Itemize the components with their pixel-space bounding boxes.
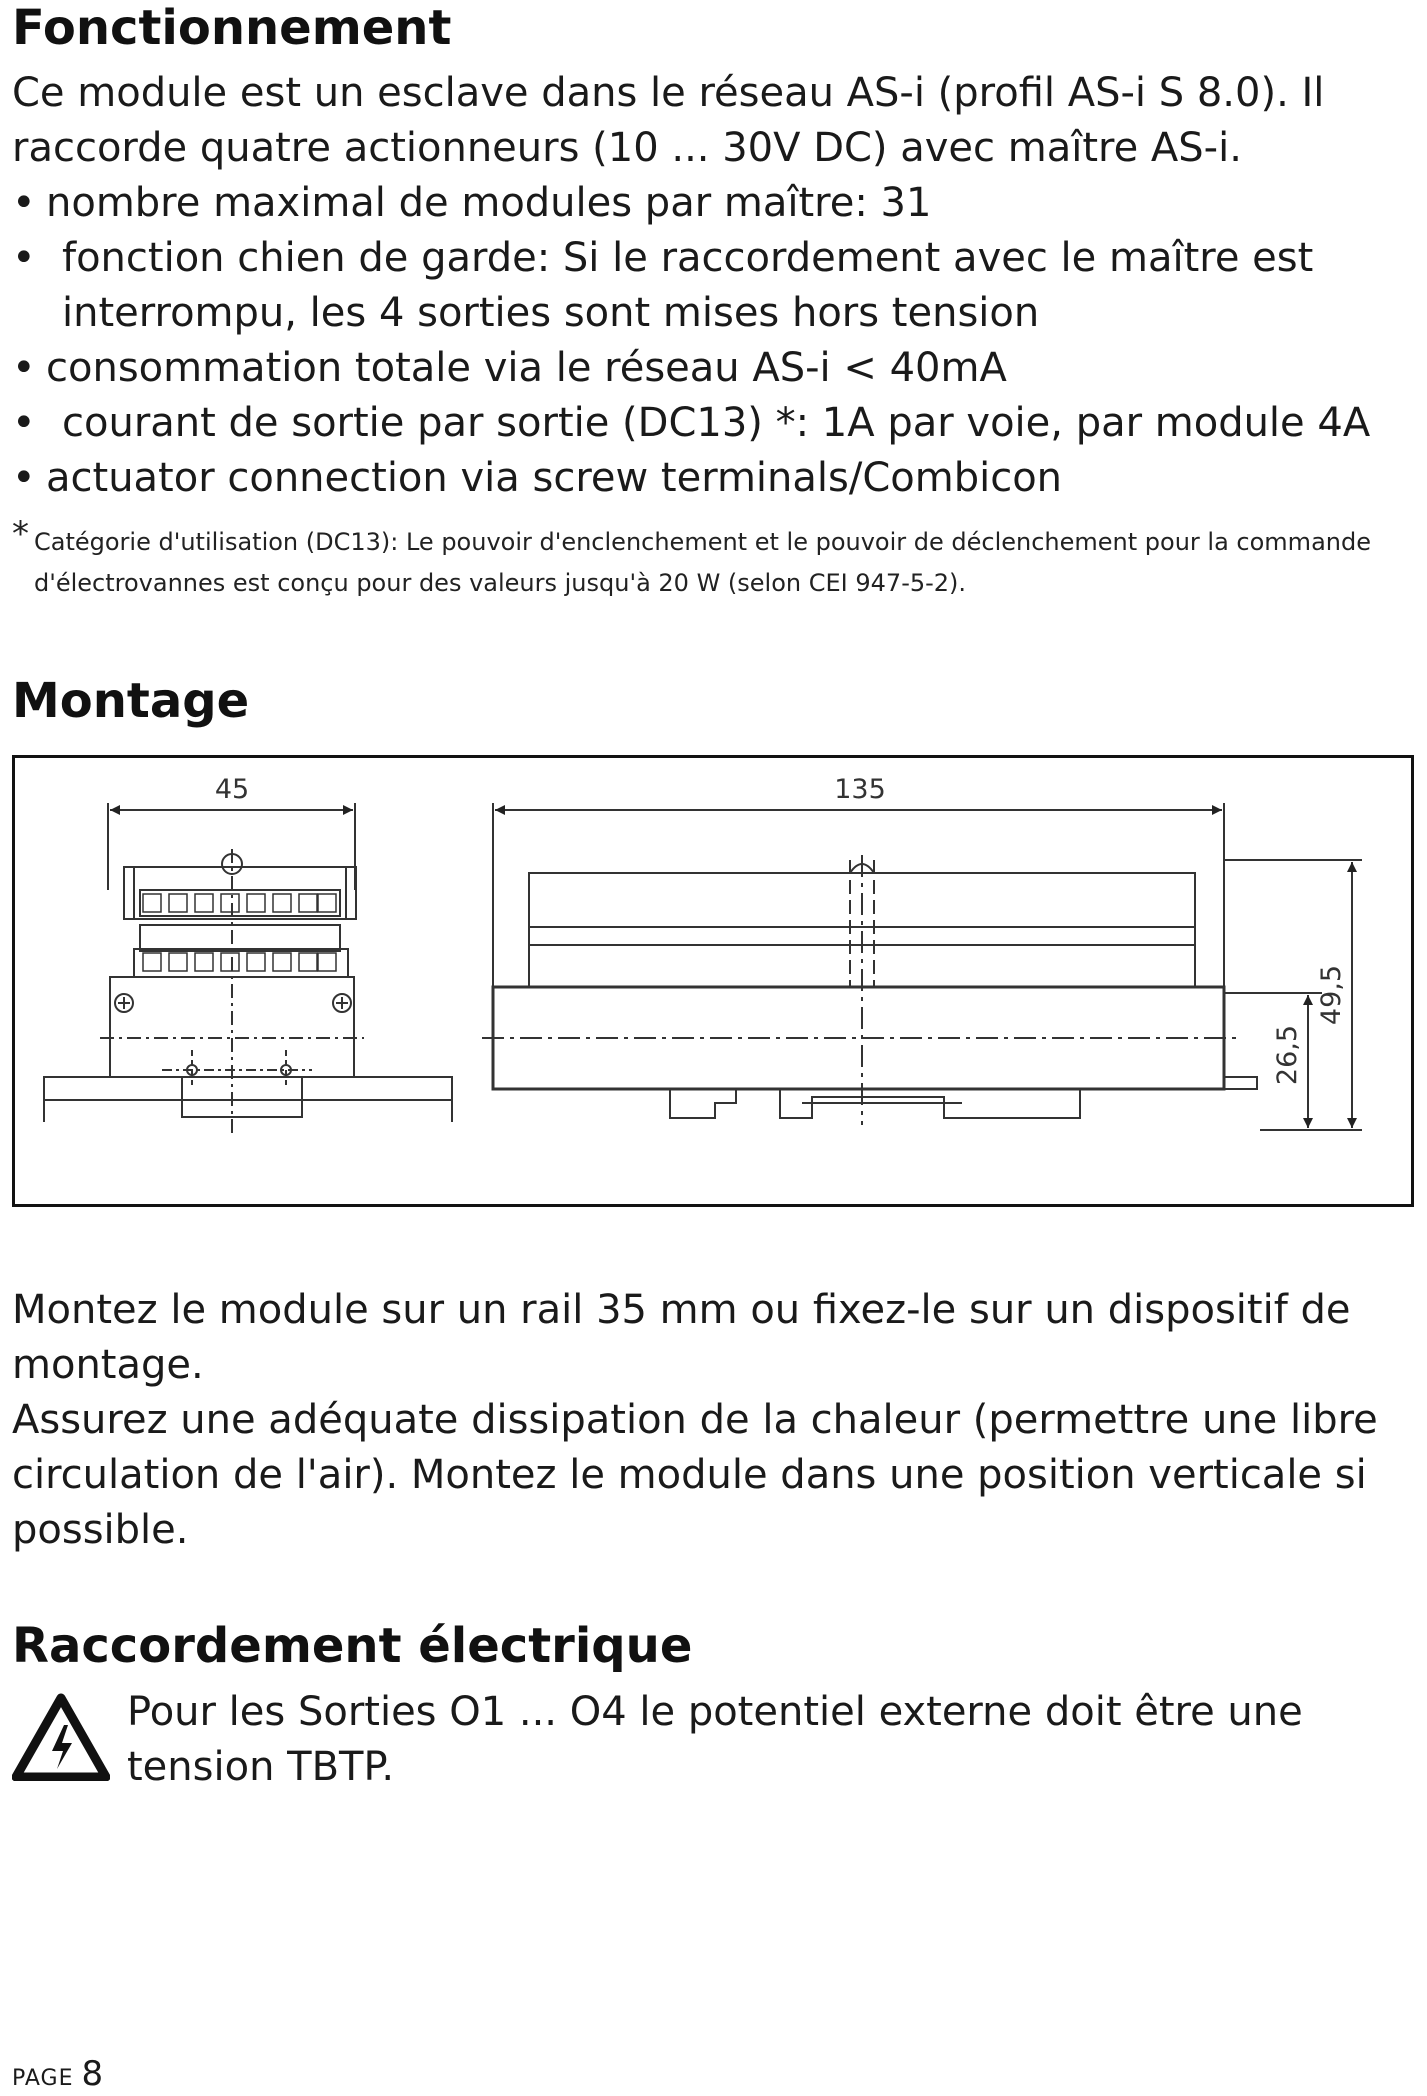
footnote-text: Catégorie d'utilisation (DC13): Le pouvoir d'enclenchement et le pouvoir de déclenchement pour la commande d'électrovannes est conçu pour des valeurs jusqu'à 20 W (selon CEI 947-5-2). — [34, 528, 1371, 597]
footnote — [12, 514, 1414, 604]
section-title-montage: Montage — [12, 673, 250, 729]
list-item: • nombre maximal de modules par maître: 31 — [12, 176, 1414, 231]
list-item: • courant de sortie par sortie (DC13) *: 1A par voie, par module 4A — [12, 396, 1414, 451]
dimension-label-total-height: 49,5 — [1316, 964, 1347, 1026]
diagram-frame — [14, 757, 1413, 1206]
list-item: • fonction chien de garde: Si le raccordement avec le maître est interrompu, les 4 sorties sont mises hors tension — [12, 231, 1414, 341]
list-item: • actuator connection via screw terminals/Combicon — [12, 451, 1414, 506]
front-view — [44, 803, 452, 1135]
section-title-fonctionnement: Fonctionnement — [12, 0, 452, 56]
feature-list — [12, 176, 1414, 506]
page-number: 8 — [81, 2054, 104, 2094]
dimension-drawing — [12, 755, 1414, 1207]
section-body-fonctionnement — [12, 66, 1414, 604]
heat-dissipation-paragraph: Assurez une adéquate dissipation de la chaleur (permettre une libre circulation de l'air). Montez le module dans une position verticale si possible. — [12, 1397, 1378, 1553]
dimension-label-rail-height: 26,5 — [1272, 1024, 1303, 1086]
page-footer — [12, 2054, 103, 2094]
footnote-marker: * — [12, 514, 29, 554]
mounting-paragraph: Montez le module sur un rail 35 mm ou fixez-le sur un dispositif de montage. — [12, 1287, 1351, 1388]
high-voltage-warning-icon — [12, 1693, 110, 1781]
dimension-label-width: 45 — [214, 774, 250, 805]
side-view — [482, 803, 1362, 1130]
section-title-raccordement: Raccordement électrique — [12, 1618, 693, 1674]
section-body-montage — [12, 1283, 1414, 1558]
page-label: PAGE — [12, 2066, 74, 2091]
warning-notice — [12, 1685, 1414, 1795]
warning-text: Pour les Sorties O1 ... O4 le potentiel externe doit être une tension TBTP. — [127, 1689, 1303, 1790]
list-item: • consommation totale via le réseau AS-i < 40mA — [12, 341, 1414, 396]
dimension-label-length: 135 — [834, 774, 886, 805]
intro-paragraph: Ce module est un esclave dans le réseau AS-i (profil AS-i S 8.0). Il raccorde quatre actionneurs (10 ... 30V DC) avec maître AS-i. — [12, 70, 1325, 171]
